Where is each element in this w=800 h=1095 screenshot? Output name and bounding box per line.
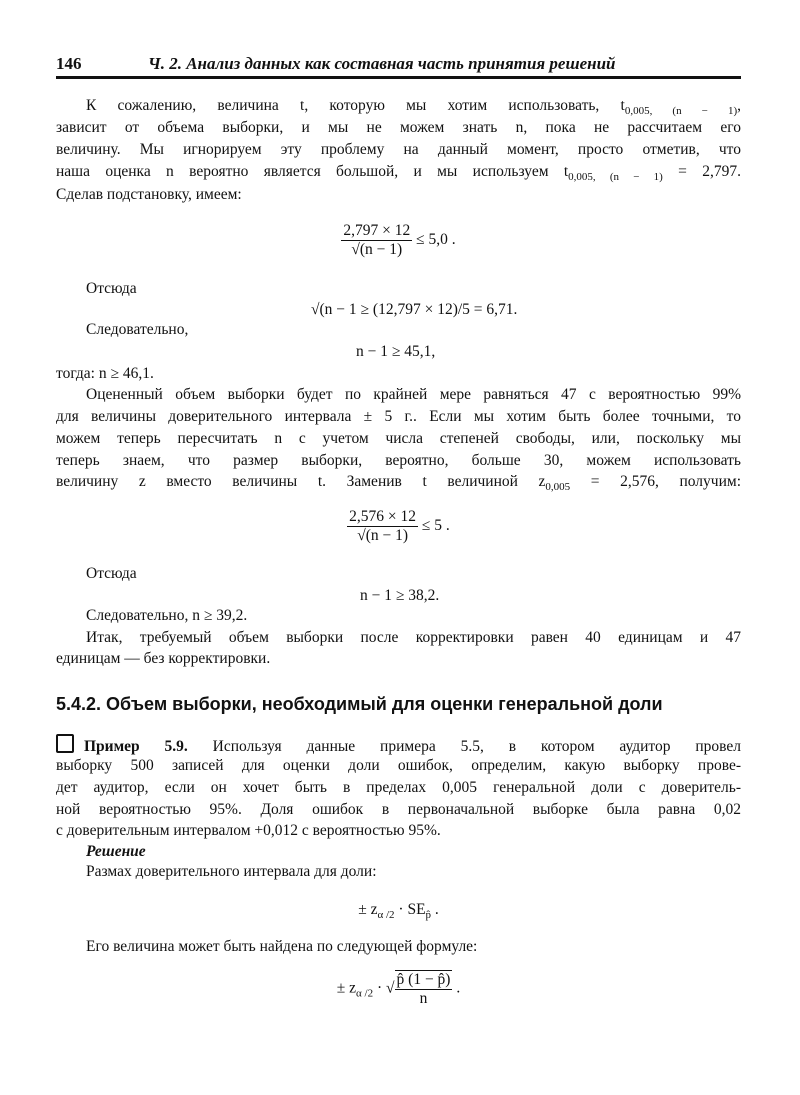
paragraph-line: наша оценка n вероятно является большой, и мы используем $t_{0,005, (n - 1)} = 2,797$. bbox=[56, 163, 741, 183]
page-number: 146 bbox=[56, 54, 82, 73]
formula-6: ± $z_{\alpha /2} \cdot SE_{p̂}$ . bbox=[358, 901, 439, 921]
section-heading: 5.4.2. Объем выборки, необходимый для оценки генеральной доли bbox=[56, 694, 663, 714]
paragraph-line: Размах доверительного интервала для доли: bbox=[86, 863, 377, 880]
paragraph-line: с доверительным интервалом +0,012 с вероятностью 95%. bbox=[56, 822, 441, 839]
example-label: Пример 5.9. bbox=[84, 738, 188, 755]
paragraph-line: теперь знаем, что размер выборки, вероятно, больше 30, можем использовать bbox=[56, 452, 741, 469]
paragraph-line: величину. Мы игнорируем эту проблему на данный момент, просто отметив, что bbox=[56, 141, 741, 158]
running-header bbox=[56, 52, 741, 79]
paragraph-line: дет аудитор, если он хочет быть в пределах 0,005 генеральной доли с доверитель- bbox=[56, 779, 741, 796]
paragraph-line: единицам — без корректировки. bbox=[56, 650, 271, 667]
paragraph-line: величину z вместо величины t. Заменив t величиной $z_{0,005} = 2,576$, получим: bbox=[56, 473, 742, 493]
formula-2: √(n − 1 ≥ (12,797 × 12)/5 = 6,71. bbox=[311, 301, 518, 318]
example-first-line: Пример 5.9. Используя данные примера 5.5, в котором аудитор провел bbox=[56, 734, 741, 757]
paragraph-line: Сделав подстановку, имеем: bbox=[56, 186, 242, 203]
formula-7: ± $z_{\alpha /2}$ · √ $\frac{p̂ (1 - p̂)}{n}$ . bbox=[336, 971, 461, 1007]
paragraph-line: можем теперь пересчитать n с учетом числа степеней свободы, или, поскольку мы bbox=[56, 430, 741, 447]
checkbox-square-icon bbox=[56, 734, 74, 753]
paragraph-line: Следовательно, bbox=[86, 321, 189, 338]
paragraph-line: тогда: n ≥ 46,1. bbox=[56, 365, 154, 382]
solution-label: Решение bbox=[86, 843, 146, 860]
paragraph-line: К сожалению, величина t, которую мы хотим использовать, $t_{0,005, (n - 1)}$, bbox=[86, 97, 741, 117]
paragraph-line: Следовательно, n ≥ 39,2. bbox=[86, 607, 248, 624]
paragraph-line: для величины доверительного интервала ± 5 г.. Если мы хотим быть более точными, то bbox=[56, 408, 741, 425]
paragraph-line: Итак, требуемый объем выборки после корректировки равен 40 единицам и 47 bbox=[86, 629, 741, 646]
formula-3: n − 1 ≥ 45,1, bbox=[356, 343, 436, 360]
formula-fraction-2: $\frac{2,576 \times 12}{√(n - 1)}$ ≤ 5 . bbox=[349, 508, 450, 544]
formula-fraction-1: $\frac{2,797 \times 12}{√(n - 1)}$ ≤ 5,0 . bbox=[343, 222, 456, 258]
paragraph-line: выборку 500 записей для оценки доли ошибок, определим, какую выборку прове- bbox=[56, 757, 741, 774]
paragraph-line: Его величина может быть найдена по следующей формуле: bbox=[86, 938, 478, 955]
paragraph-line: зависит от объема выборки, и мы не можем знать n, пока не рассчитаем его bbox=[56, 119, 741, 136]
paragraph-line: Отсюда bbox=[86, 280, 137, 297]
running-title: Ч. 2. Анализ данных как составная часть принятия решений bbox=[148, 54, 616, 73]
paragraph-line: Отсюда bbox=[86, 565, 137, 582]
formula-5: n − 1 ≥ 38,2. bbox=[360, 587, 440, 604]
paragraph-line: ной вероятностью 95%. Доля ошибок в первоначальной выборке была равна 0,02 bbox=[56, 801, 741, 818]
paragraph-line: Оцененный объем выборки будет по крайней мере равняться 47 с вероятностью 99% bbox=[86, 386, 741, 403]
